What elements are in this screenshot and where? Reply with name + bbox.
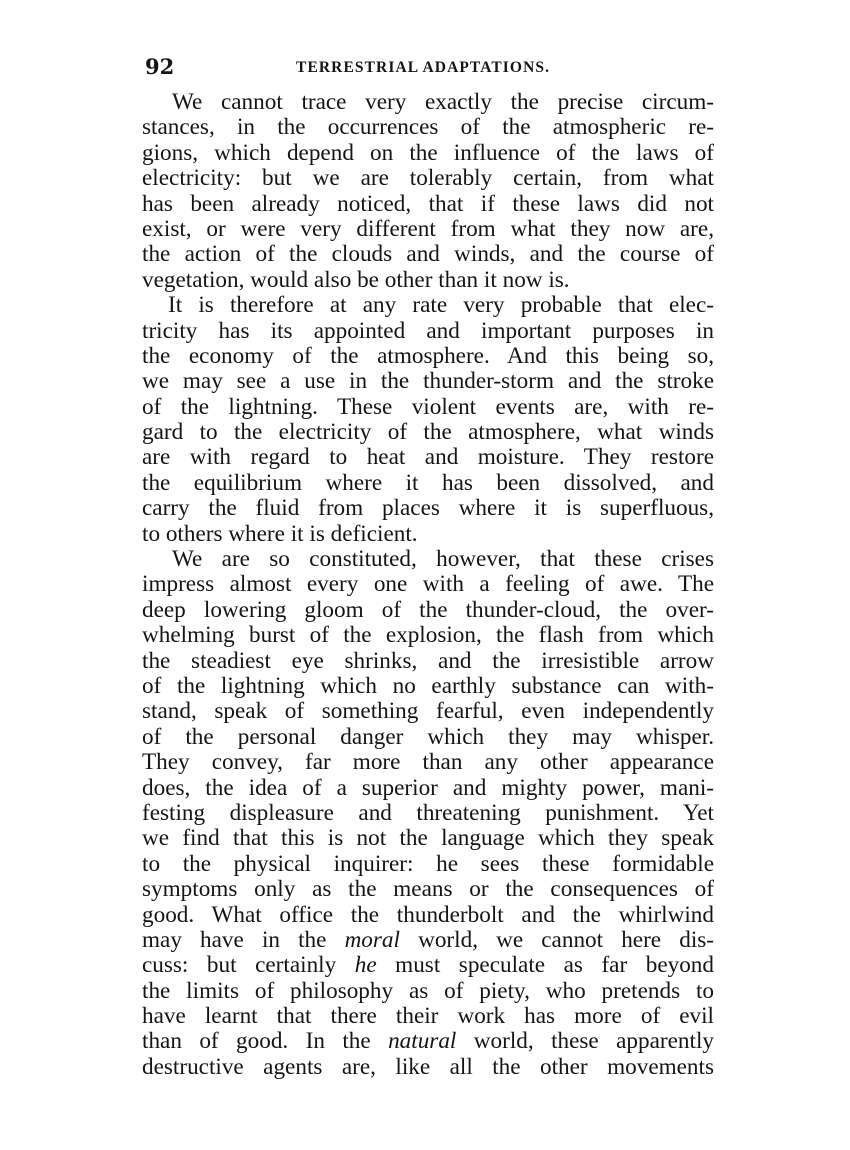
text-line: deep lowering gloom of the thunder-cloud, the over-	[142, 596, 714, 623]
text-line: the economy of the atmosphere. And this being so,	[142, 342, 714, 369]
text-line: the limits of philosophy as of piety, who pretends to	[142, 977, 714, 1004]
text-line	[142, 1029, 714, 1054]
text-run: world, we cannot here dis-	[399, 926, 715, 953]
text-line: has been already noticed, that if these laws did not	[142, 190, 714, 217]
text-line: we find that this is not the language which they speak	[142, 825, 714, 852]
body-text	[142, 90, 714, 1080]
text-run: than of good. In the	[142, 1028, 389, 1055]
text-line: They convey, far more than any other appearance	[142, 749, 714, 776]
text-line: we may see a use in the thunder-storm and the stroke	[142, 368, 714, 395]
text-line: good. What office the thunderbolt and the whirlwind	[142, 901, 714, 928]
text-line: vegetation, would also be other than it now is.	[142, 266, 570, 293]
text-line: to the physical inquirer: he sees these formidable	[142, 850, 714, 877]
text-line: exist, or were very different from what they now are,	[142, 215, 714, 242]
running-title: TERRESTRIAL ADAPTATIONS.	[296, 59, 551, 76]
text-line: are with regard to heat and moisture. They restore	[142, 444, 714, 471]
text-line	[142, 953, 714, 978]
text-run: cuss: but certainly	[142, 952, 355, 979]
text-line: electricity: but we are tolerably certain, from what	[142, 165, 714, 192]
text-line: It is therefore at any rate very probable that elec-	[168, 292, 714, 319]
text-line: of the personal danger which they may whisper.	[142, 723, 714, 750]
text-line: symptoms only as the means or the consequences of	[142, 876, 714, 903]
italic-word: moral	[344, 926, 400, 953]
italic-word: he	[354, 952, 377, 979]
text-line: destructive agents are, like all the other movements	[142, 1053, 714, 1080]
text-line: We cannot trace very exactly the precise circum-	[172, 89, 714, 115]
text-line: carry the fluid from places where it is superfluous,	[142, 495, 714, 522]
page-number: 92	[145, 54, 175, 79]
text-line: the equilibrium where it has been dissolved, and	[142, 469, 714, 496]
text-run: world, these apparently	[456, 1028, 714, 1055]
text-line: stances, in the occurrences of the atmospheric re-	[142, 114, 714, 141]
text-line: festing displeasure and threatening punishment. Yet	[142, 799, 714, 826]
text-line: to others where it is deficient.	[142, 520, 418, 547]
text-line: whelming burst of the explosion, the flash from which	[142, 622, 714, 649]
text-line: does, the idea of a superior and mighty power, mani-	[142, 774, 714, 801]
text-run: may have in the	[142, 926, 345, 953]
text-line: tricity has its appointed and important purposes in	[142, 317, 714, 344]
text-line: stand, speak of something fearful, even independently	[142, 698, 714, 725]
text-line: the action of the clouds and winds, and the course of	[142, 241, 714, 268]
text-line: gions, which depend on the influence of the laws of	[142, 139, 714, 166]
text-line: the steadiest eye shrinks, and the irresistible arrow	[142, 647, 714, 674]
italic-word: natural	[388, 1028, 457, 1055]
text-line: of the lightning. These violent events are, with re-	[142, 393, 714, 420]
text-run: must speculate as far beyond	[376, 952, 714, 979]
text-line: gard to the electricity of the atmosphere, what winds	[142, 419, 714, 446]
text-line: We are so constituted, however, that these crises	[172, 546, 714, 573]
text-line: impress almost every one with a feeling of awe. The	[142, 571, 714, 598]
text-line	[142, 928, 714, 953]
text-line: of the lightning which no earthly substance can with-	[142, 672, 714, 699]
text-line: have learnt that there their work has more of evil	[142, 1003, 714, 1030]
running-head	[145, 54, 715, 84]
